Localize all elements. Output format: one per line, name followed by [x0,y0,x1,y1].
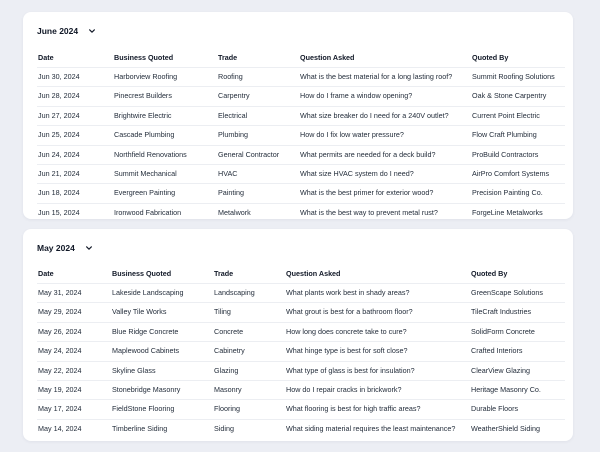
question-cell: What is the best material for a long lasting roof? [300,72,453,81]
quoted-by-cell: AirPro Comfort Systems [472,168,550,178]
month-group-may-2024 [23,229,573,441]
date-cell: Jun 15, 2024 [38,207,80,217]
date-cell: May 31, 2024 [38,288,82,297]
quoted-by-cell: ClearView Glazing [471,365,530,375]
date-cell: Jun 25, 2024 [38,130,80,140]
trade-cell: Cabinetry [214,346,245,356]
table-row[interactable] [37,126,565,145]
date-cell: Jun 24, 2024 [38,149,80,159]
business-column-header: Business Quoted [114,53,174,62]
question-cell: How do I repair cracks in brickwork? [286,384,402,394]
trade-cell: Glazing [214,365,239,375]
quoted-by-cell: Precision Painting Co. [472,188,543,198]
business-cell: Timberline Siding [112,423,168,433]
question-cell: What siding material requires the least maintenance? [286,423,456,433]
date-cell: Jun 30, 2024 [38,72,80,81]
date-cell: May 29, 2024 [38,307,82,317]
business-cell: Cascade Plumbing [114,130,175,140]
chevron-down-icon [88,27,96,35]
table-row[interactable] [37,323,565,342]
table-row[interactable] [37,342,565,361]
quoted-by-column-header: Quoted By [471,269,508,278]
table-row[interactable] [37,68,565,87]
quoted-by-cell: ProBuild Contractors [472,149,539,159]
table-row[interactable] [37,362,565,381]
question-cell: What hinge type is best for soft close? [286,346,408,356]
business-cell: Blue Ridge Concrete [112,326,179,336]
quoted-by-cell: SolidForm Concrete [471,326,535,336]
quoted-by-cell: Current Point Electric [472,110,540,120]
business-cell: Pinecrest Builders [114,91,172,101]
quoted-by-cell: ForgeLine Metalworks [472,207,543,217]
date-cell: Jun 18, 2024 [38,188,80,198]
table-row[interactable] [37,204,565,222]
business-cell: Skyline Glass [112,365,156,375]
table-row[interactable] [37,400,565,419]
month-group-june-2024 [23,12,573,219]
month-selector[interactable] [37,26,96,36]
month-selector[interactable] [37,243,93,253]
table-header-row [37,49,565,68]
quoted-by-cell: Crafted Interiors [471,346,523,356]
question-cell: What size HVAC system do I need? [300,168,414,178]
date-column-header: Date [38,53,54,62]
question-cell: How do I fix low water pressure? [300,130,404,140]
question-cell: What grout is best for a bathroom floor? [286,307,413,317]
question-cell: What flooring is best for high traffic areas? [286,404,421,414]
question-cell: What size breaker do I need for a 240V outlet? [300,110,449,120]
question-cell: What type of glass is best for insulation? [286,365,415,375]
trade-cell: HVAC [218,168,238,178]
table-row[interactable] [37,303,565,322]
question-cell: How do I frame a window opening? [300,91,413,101]
business-cell: FieldStone Flooring [112,404,175,414]
table-row[interactable] [37,420,565,438]
quoted-by-cell: Summit Roofing Solutions [472,72,555,81]
trade-cell: Electrical [218,110,248,120]
trade-cell: Masonry [214,384,242,394]
trade-cell: Concrete [214,326,244,336]
trade-cell: Tiling [214,307,231,317]
business-cell: Ironwood Fabrication [114,207,182,217]
trade-column-header: Trade [214,269,234,278]
trade-cell: Flooring [214,404,240,414]
trade-cell: Metalwork [218,207,251,217]
quoted-by-cell: Flow Craft Plumbing [472,130,537,140]
business-cell: Harborview Roofing [114,72,178,81]
trade-cell: Landscaping [214,288,255,297]
table-row[interactable] [37,146,565,165]
question-cell: What is the best primer for exterior wood? [300,188,434,198]
date-cell: Jun 27, 2024 [38,110,80,120]
table-row[interactable] [37,165,565,184]
question-cell: What permits are needed for a deck build? [300,149,436,159]
table-row[interactable] [37,284,565,303]
business-cell: Lakeside Landscaping [112,288,184,297]
question-column-header: Question Asked [300,53,355,62]
trade-cell: Carpentry [218,91,250,101]
quoted-by-cell: GreenScape Solutions [471,288,543,297]
month-label: June 2024 [37,26,79,36]
business-cell: Summit Mechanical [114,168,177,178]
trade-cell: Plumbing [218,130,248,140]
quoted-by-cell: TileCraft Industries [471,307,532,317]
business-cell: Brightwire Electric [114,110,172,120]
quoted-by-cell: Heritage Masonry Co. [471,384,541,394]
question-cell: What is the best way to prevent metal rust? [300,207,438,217]
table-row[interactable] [37,381,565,400]
quoted-by-cell: Oak & Stone Carpentry [472,91,547,101]
date-cell: May 19, 2024 [38,384,82,394]
date-cell: May 17, 2024 [38,404,82,414]
date-cell: Jun 28, 2024 [38,91,80,101]
chevron-down-icon [85,244,93,252]
business-column-header: Business Quoted [112,269,172,278]
table-row[interactable] [37,107,565,126]
table-row[interactable] [37,184,565,203]
quoted-by-cell: WeatherShield Siding [471,423,540,433]
question-column-header: Question Asked [286,269,341,278]
business-cell: Northfield Renovations [114,149,187,159]
trade-column-header: Trade [218,53,238,62]
quoted-by-column-header: Quoted By [472,53,509,62]
trade-cell: General Contractor [218,149,280,159]
month-label: May 2024 [37,243,75,253]
date-cell: May 14, 2024 [38,423,82,433]
date-column-header: Date [38,269,54,278]
business-cell: Evergreen Painting [114,188,176,198]
trade-cell: Painting [218,188,244,198]
business-cell: Valley Tile Works [112,307,167,317]
trade-cell: Roofing [218,72,243,81]
date-cell: May 22, 2024 [38,365,82,375]
question-cell: How long does concrete take to cure? [286,326,407,336]
business-cell: Maplewood Cabinets [112,346,180,356]
business-cell: Stonebridge Masonry [112,384,181,394]
quoted-by-cell: Durable Floors [471,404,519,414]
quotes-table [37,265,565,438]
trade-cell: Siding [214,423,234,433]
table-row[interactable] [37,87,565,106]
date-cell: May 24, 2024 [38,346,82,356]
date-cell: Jun 21, 2024 [38,168,80,178]
quotes-table [37,49,565,222]
date-cell: May 26, 2024 [38,326,82,336]
table-header-row [37,265,565,284]
question-cell: What plants work best in shady areas? [286,288,410,297]
